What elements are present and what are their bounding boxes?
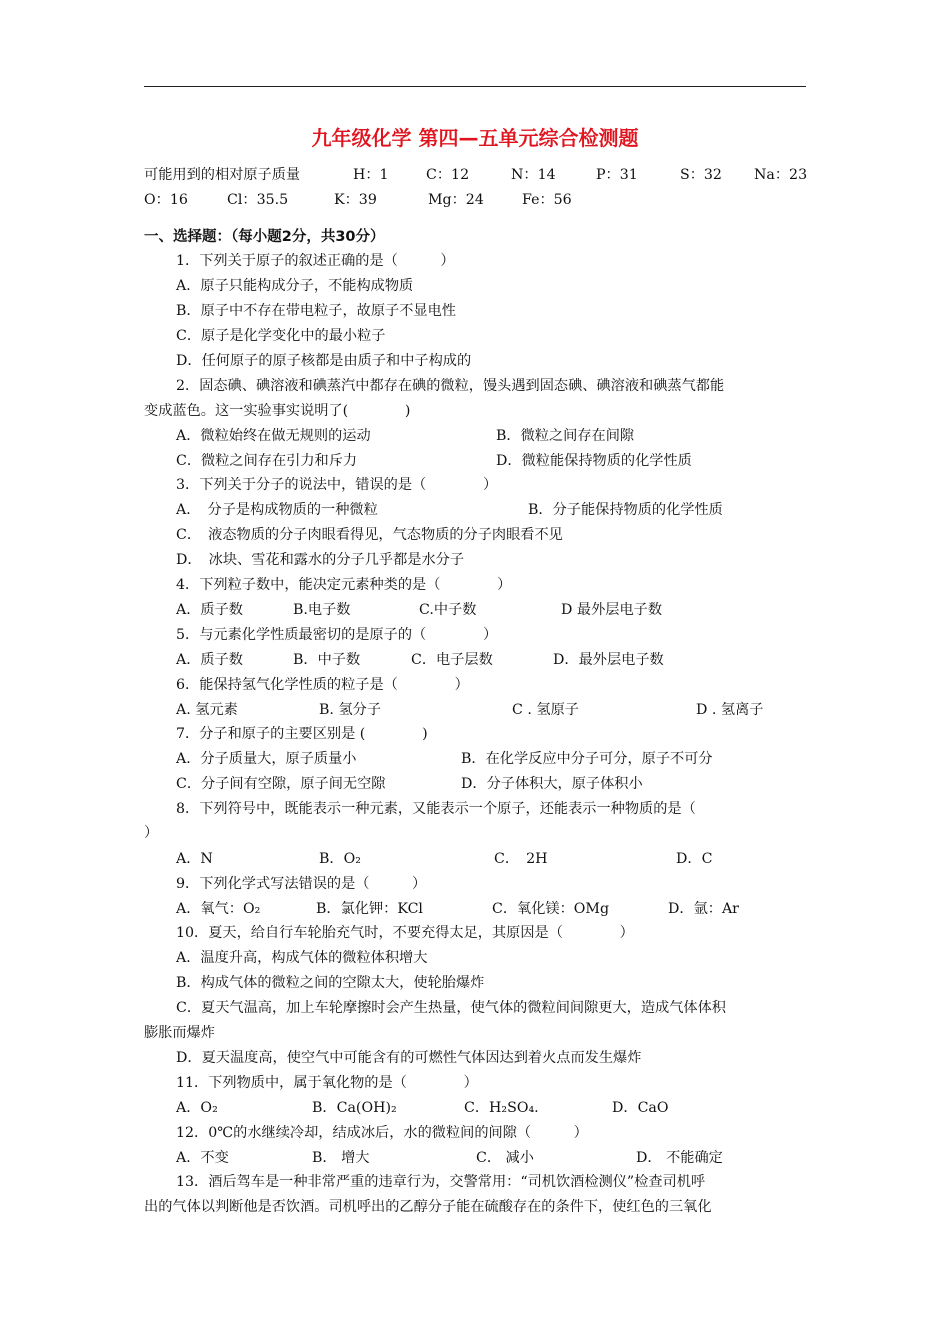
q9-option-c: C．氧化镁：OMg: [492, 901, 610, 917]
mass-o: O：16: [144, 192, 188, 208]
q13-line1: 13．酒后驾车是一种非常严重的违章行为，交警常用：“司机饮酒检测仪”检查司机呼: [176, 1174, 706, 1190]
q10-option-c-line2: 膨胀而爆炸: [144, 1025, 215, 1041]
q8-stem: 8．下列符号中，既能表示一种元素，又能表示一个原子，还能表示一种物质的是（: [176, 801, 696, 817]
mass-fe: Fe：56: [522, 192, 572, 208]
q1-option-a: A．原子只能构成分子，不能构成物质: [176, 278, 414, 294]
q12-stem: 12．0℃的水继续冷却，结成冰后，水的微粒间的间隙（ ）: [176, 1125, 588, 1141]
q12-option-b: B． 增大: [312, 1150, 370, 1166]
mass-k: K：39: [334, 192, 377, 208]
q4-stem: 4．下列粒子数中，能决定元素种类的是（ ）: [176, 577, 512, 593]
q7-stem: 7．分子和原子的主要区别是 ( ): [176, 726, 428, 742]
q5-option-a: A．质子数: [176, 652, 243, 668]
q11-option-c: C．H₂SO₄.: [464, 1100, 539, 1116]
q8-option-c: C． 2H: [494, 851, 548, 867]
q12-option-d: D． 不能确定: [636, 1150, 723, 1166]
q9-stem: 9．下列化学式写法错误的是（ ）: [176, 876, 427, 892]
q10-option-c-line1: C．夏天气温高，加上车轮摩擦时会产生热量，使气体的微粒间间隙更大，造成气体体积: [176, 1000, 726, 1016]
section-heading: 一、选择题：（每小题2分，共30分）: [144, 229, 385, 245]
q10-option-b: B．构成气体的微粒之间的空隙太大，使轮胎爆炸: [176, 975, 485, 991]
document-title: 九年级化学 第四—五单元综合检测题: [311, 126, 639, 150]
q2-option-a: A．微粒始终在做无规则的运动: [176, 428, 371, 444]
q7-option-a: A．分子质量大，原子质量小: [176, 751, 357, 767]
q3-option-c: C． 液态物质的分子肉眼看得见，气态物质的分子肉眼看不见: [176, 527, 563, 543]
mass-cl: Cl：35.5: [227, 192, 289, 208]
q8-option-d: D．C: [676, 851, 713, 867]
mass-h: H：1: [353, 167, 389, 183]
mass-n: N：14: [511, 167, 556, 183]
q9-option-d: D．氩：Ar: [668, 901, 739, 917]
q11-option-a: A．O₂: [176, 1100, 218, 1116]
q13-line2: 出的气体以判断他是否饮酒。司机呼出的乙醇分子能在硫酸存在的条件下，使红色的三氧化: [144, 1199, 712, 1215]
q8-option-b: B．O₂: [319, 851, 361, 867]
q7-option-c: C．分子间有空隙，原子间无空隙: [176, 776, 386, 792]
q3-option-a: A． 分子是构成物质的一种微粒: [176, 502, 378, 518]
q1-option-b: B．原子中不存在带电粒子，故原子不显电性: [176, 303, 456, 319]
q6-option-a: A. 氢元素: [176, 702, 238, 718]
q5-option-d: D．最外层电子数: [553, 652, 664, 668]
q2-option-c: C．微粒之间存在引力和斥力: [176, 453, 358, 469]
q5-stem: 5．与元素化学性质最密切的是原子的（ ）: [176, 627, 498, 643]
q12-option-c: C． 减小: [476, 1150, 534, 1166]
q10-option-a: A．温度升高，构成气体的微粒体积增大: [176, 950, 428, 966]
q4-option-d: D 最外层电子数: [561, 602, 663, 618]
q4-option-a: A．质子数: [176, 602, 243, 618]
q2-option-d: D．微粒能保持物质的化学性质: [496, 453, 692, 469]
q11-stem: 11．下列物质中，属于氧化物的是（ ）: [176, 1075, 478, 1091]
mass-na: Na：23: [754, 167, 808, 183]
mass-mg: Mg：24: [428, 192, 484, 208]
q11-option-d: D．CaO: [612, 1100, 669, 1116]
q1-option-c: C．原子是化学变化中的最小粒子: [176, 328, 386, 344]
mass-s: S：32: [680, 167, 722, 183]
mass-p: P：31: [596, 167, 638, 183]
q2-stem-line1: 2．固态碘、碘溶液和碘蒸汽中都存在碘的微粒，馒头遇到固态碘、碘溶液和碘蒸气都能: [176, 378, 725, 394]
q10-option-d: D．夏天温度高，使空气中可能含有的可燃性气体因达到着火点而发生爆炸: [176, 1050, 642, 1066]
q4-option-b: B.电子数: [293, 602, 351, 618]
q6-stem: 6．能保持氢气化学性质的粒子是（ ）: [176, 677, 469, 693]
q1-option-d: D．任何原子的原子核都是由质子和中子构成的: [176, 353, 472, 369]
q10-stem: 10．夏天，给自行车轮胎充气时，不要充得太足，其原因是（ ）: [176, 925, 634, 941]
q11-option-b: B．Ca(OH)₂: [312, 1100, 397, 1116]
atomic-mass-label: 可能用到的相对原子质量: [144, 167, 301, 183]
q6-option-b: B. 氢分子: [319, 702, 382, 718]
q9-option-a: A．氧气：O₂: [176, 901, 261, 917]
mass-c: C：12: [426, 167, 470, 183]
q9-option-b: B．氯化钾：KCl: [316, 901, 423, 917]
q3-option-d: D． 冰块、雪花和露水的分子几乎都是水分子: [176, 552, 465, 568]
q7-option-b: B．在化学反应中分子可分，原子不可分: [461, 751, 713, 767]
q4-option-c: C.中子数: [419, 602, 477, 618]
q3-stem: 3．下列关于分子的说法中，错误的是（ ）: [176, 477, 498, 493]
q12-option-a: A．不变: [176, 1150, 229, 1166]
q5-option-c: C．电子层数: [411, 652, 493, 668]
q8-stem-cont: ）: [144, 825, 159, 841]
q6-option-c: C . 氢原子: [512, 702, 579, 718]
q2-stem-line2: 变成蓝色。这一实验事实说明了( ): [144, 403, 411, 419]
q6-option-d: D . 氢离子: [696, 702, 764, 718]
q1-stem: 1．下列关于原子的叙述正确的是（ ）: [176, 253, 455, 269]
q3-option-b: B．分子能保持物质的化学性质: [528, 502, 723, 518]
q5-option-b: B．中子数: [293, 652, 361, 668]
header-rule: [144, 86, 806, 87]
q2-option-b: B．微粒之间存在间隙: [496, 428, 635, 444]
q8-option-a: A．N: [176, 851, 213, 867]
q7-option-d: D．分子体积大，原子体积小: [461, 776, 643, 792]
